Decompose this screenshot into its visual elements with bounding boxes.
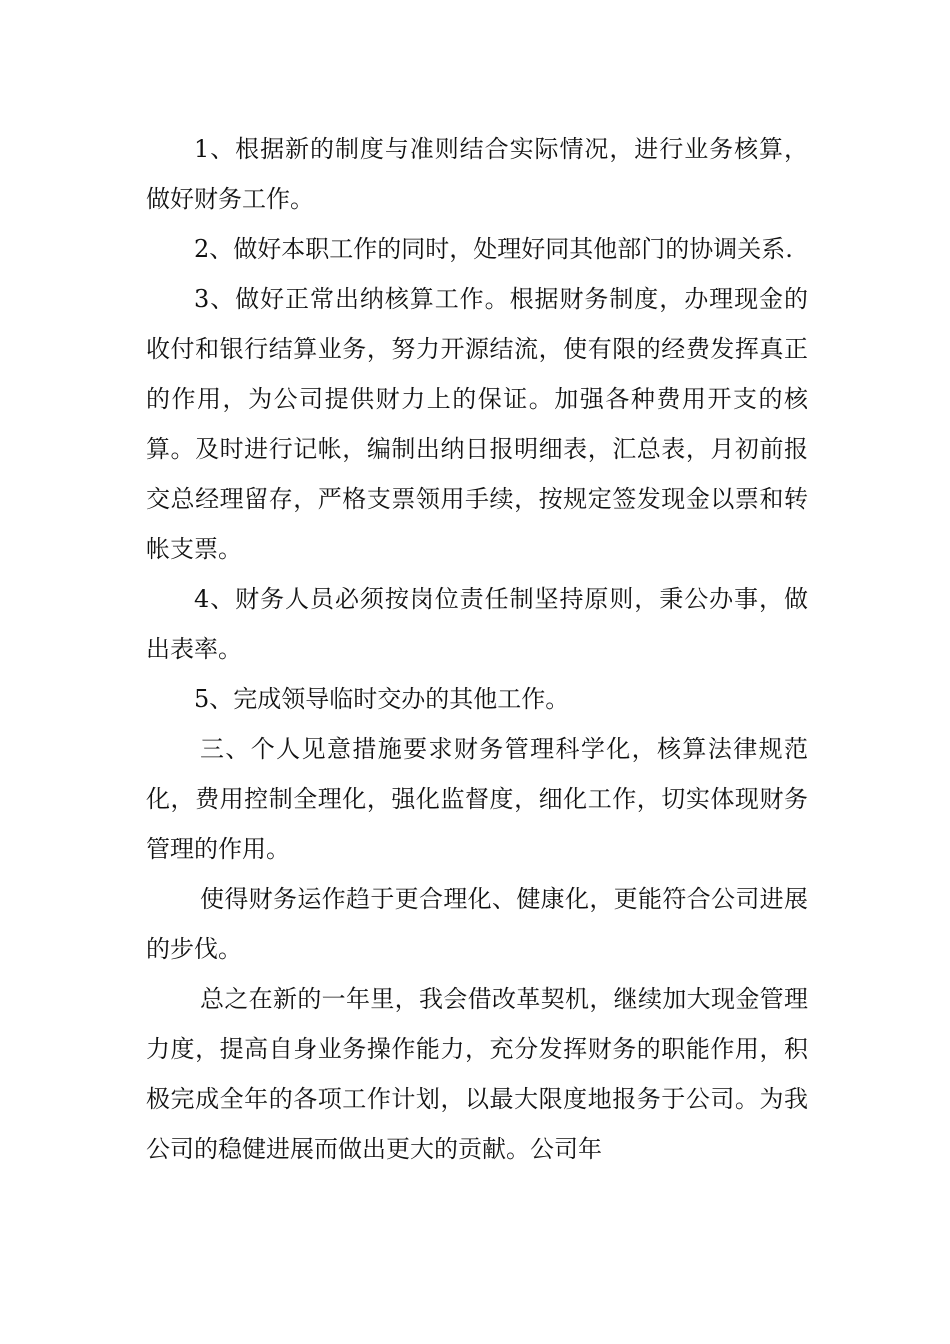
paragraph-section-three: 三、个人见意措施要求财务管理科学化，核算法律规范化，费用控制全理化，强化监督度，细化工作，切实体现财务管理的作用。: [146, 735, 808, 863]
paragraph-item-5: 5、完成领导临时交办的其他工作。: [194, 685, 570, 713]
paragraph-goal: 使得财务运作趋于更合理化、健康化，更能符合公司进展的步伐。: [146, 885, 808, 963]
paragraph-item-2: 2、做好本职工作的同时，处理好同其他部门的协调关系.: [194, 235, 793, 263]
paragraph-item-3: 3、做好正常出纳核算工作。根据财务制度，办理现金的收付和银行结算业务，努力开源结流，使有限的经费发挥真正的作用，为公司提供财力上的保证。加强各种费用开支的核算。及时进行记帐，编制出纳日报明细表，汇总表，月初前报交总经理留存，严格支票领用手续，按规定签发现金以票和转帐支票。: [146, 285, 808, 563]
document-body: [146, 124, 808, 1174]
paragraph-summary: 总之在新的一年里，我会借改革契机，继续加大现金管理力度，提高自身业务操作能力，充分发挥财务的职能作用，积极完成全年的各项工作计划，以最大限度地报务于公司。为我公司的稳健进展而做出更大的贡献。公司年: [146, 985, 808, 1163]
paragraph-item-4: 4、财务人员必须按岗位责任制坚持原则，秉公办事，做出表率。: [146, 585, 808, 663]
paragraph-item-1: 1、根据新的制度与准则结合实际情况，进行业务核算，做好财务工作。: [146, 135, 808, 213]
